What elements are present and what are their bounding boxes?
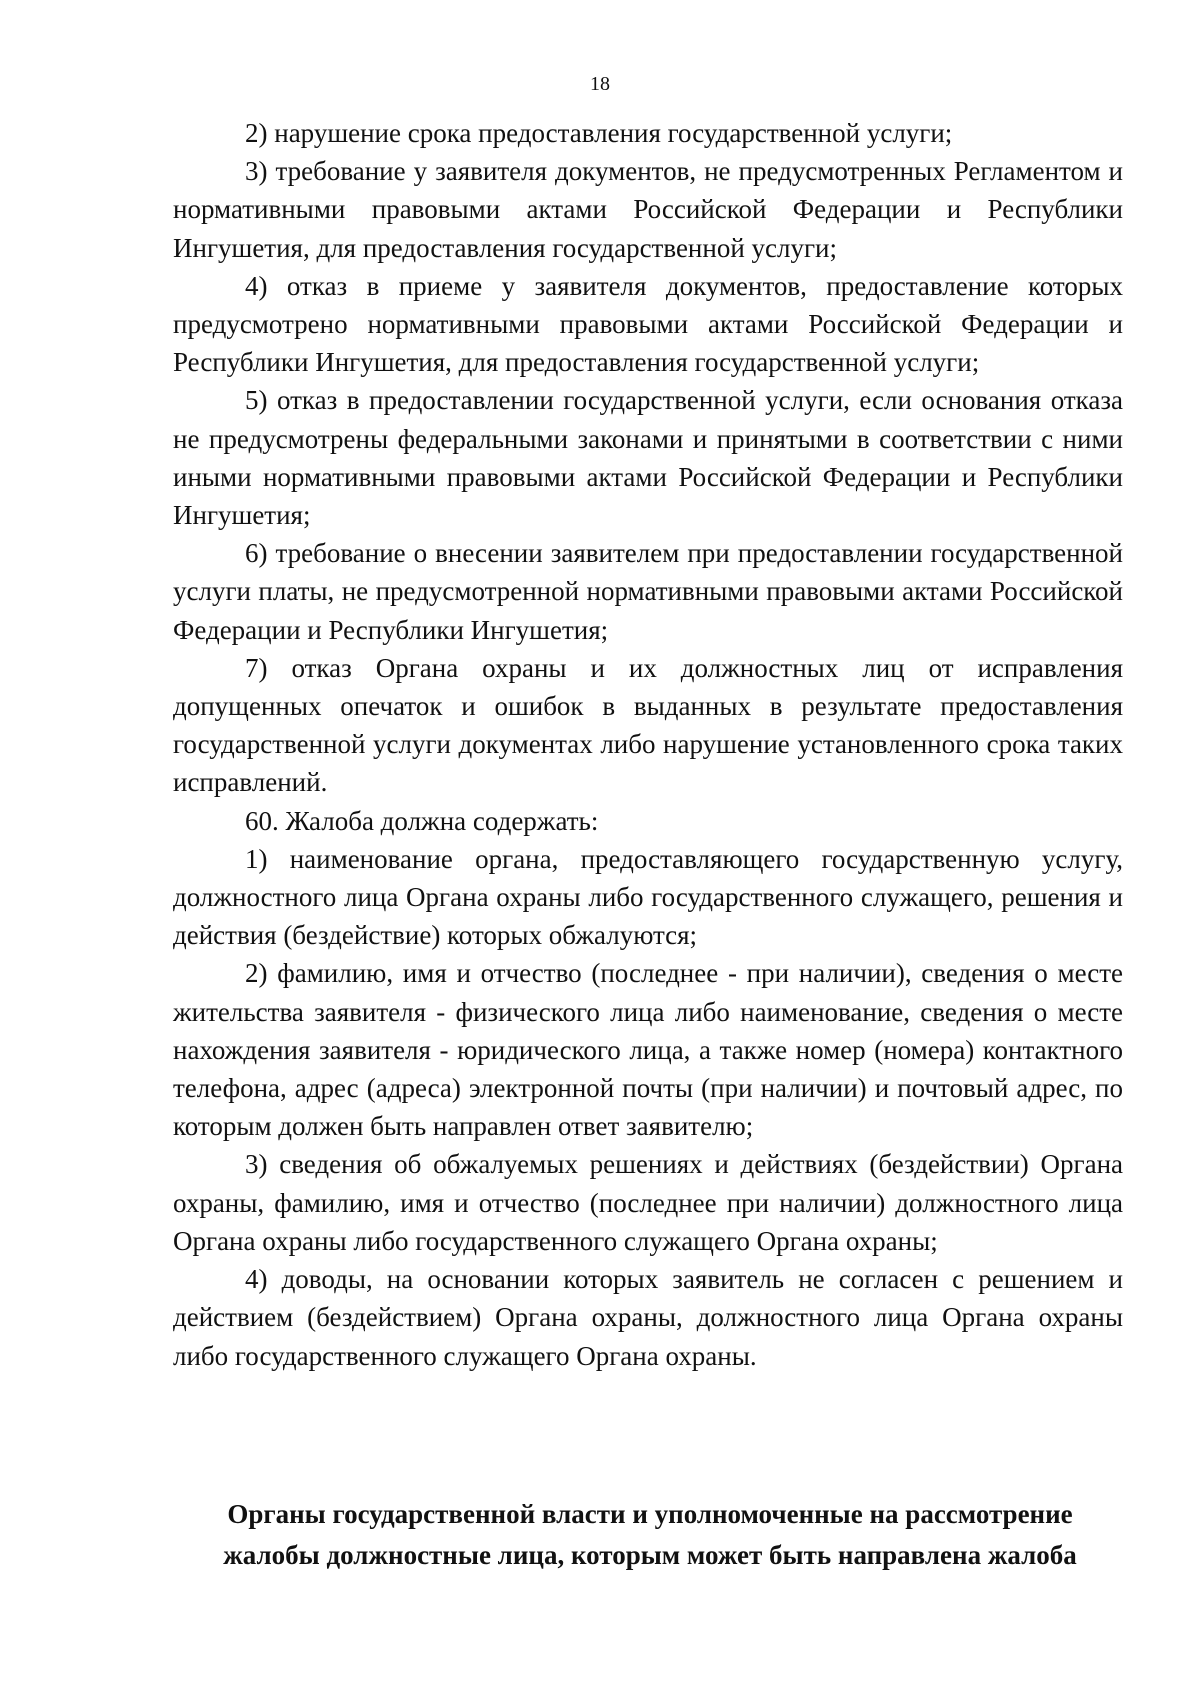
paragraph-item-6: 6) требование о внесении заявителем при предоставлении государственной услуги платы, не предусмотренной нормативными правовыми актами Российской Федерации и Республики Ингушетия; [173, 538, 1123, 645]
complaint-content-item-1: 1) наименование органа, предоставляющего государственную услугу, должностного лица Органа охраны либо государственного служащего, решения и действия (бездействие) которых обжалуются; [173, 843, 1123, 951]
section-heading [150, 1494, 1150, 1576]
paragraph-60-header: 60. Жалоба должна содержать: [245, 805, 599, 836]
paragraph-item-4: 4) отказ в приеме у заявителя документов, предоставление которых предусмотрено нормативными правовыми актами Российской Федерации и Республики Ингушетия, для предоставления государственной услуги; [173, 270, 1123, 378]
paragraph-item-7: 7) отказ Органа охраны и их должностных лиц от исправления допущенных опечаток и ошибок в выданных в результате предоставления государственной услуги документах либо нарушение установленного срока таких исправлений. [173, 652, 1123, 798]
section-heading-line-1: Органы государственной власти и уполномоченные на рассмотрение [227, 1499, 1073, 1529]
paragraph-item-2: 2) нарушение срока предоставления государственной услуги; [245, 118, 953, 148]
page-number: 18 [590, 73, 610, 95]
section-heading-line-2: жалобы должностные лица, которым может быть направлена жалоба [223, 1540, 1077, 1570]
complaint-content-item-4: 4) доводы, на основании которых заявитель не согласен с решением и действием (бездействием) Органа охраны, должностного лица Органа охраны либо государственного служащего Органа охраны. [173, 1264, 1123, 1371]
paragraph-item-3: 3) требование у заявителя документов, не предусмотренных Регламентом и нормативными правовыми актами Российской Федерации и Республики Ингушетия, для предоставления государственной услуги; [173, 156, 1123, 263]
complaint-content-item-3: 3) сведения об обжалуемых решениях и действиях (бездействии) Органа охраны, фамилию, имя и отчество (последнее при наличии) должностного лица Органа охраны либо государственного служащего Органа охраны; [173, 1149, 1123, 1256]
paragraph-item-5: 5) отказ в предоставлении государственной услуги, если основания отказа не предусмотрены федеральными законами и принятыми в соответствии с ними иными нормативными правовыми актами Российской Федерации и Республики Ингушетия; [173, 385, 1123, 531]
complaint-content-item-2: 2) фамилию, имя и отчество (последнее - при наличии), сведения о месте жительства заявителя - физического лица либо наименование, сведения о месте нахождения заявителя - юридического лица, а также номер (номера) контактного телефона, адрес (адреса) электронной почты (при наличии) и почтовый адрес, по которым должен быть направлен ответ заявителю; [173, 958, 1123, 1142]
document-body [173, 114, 1123, 1375]
